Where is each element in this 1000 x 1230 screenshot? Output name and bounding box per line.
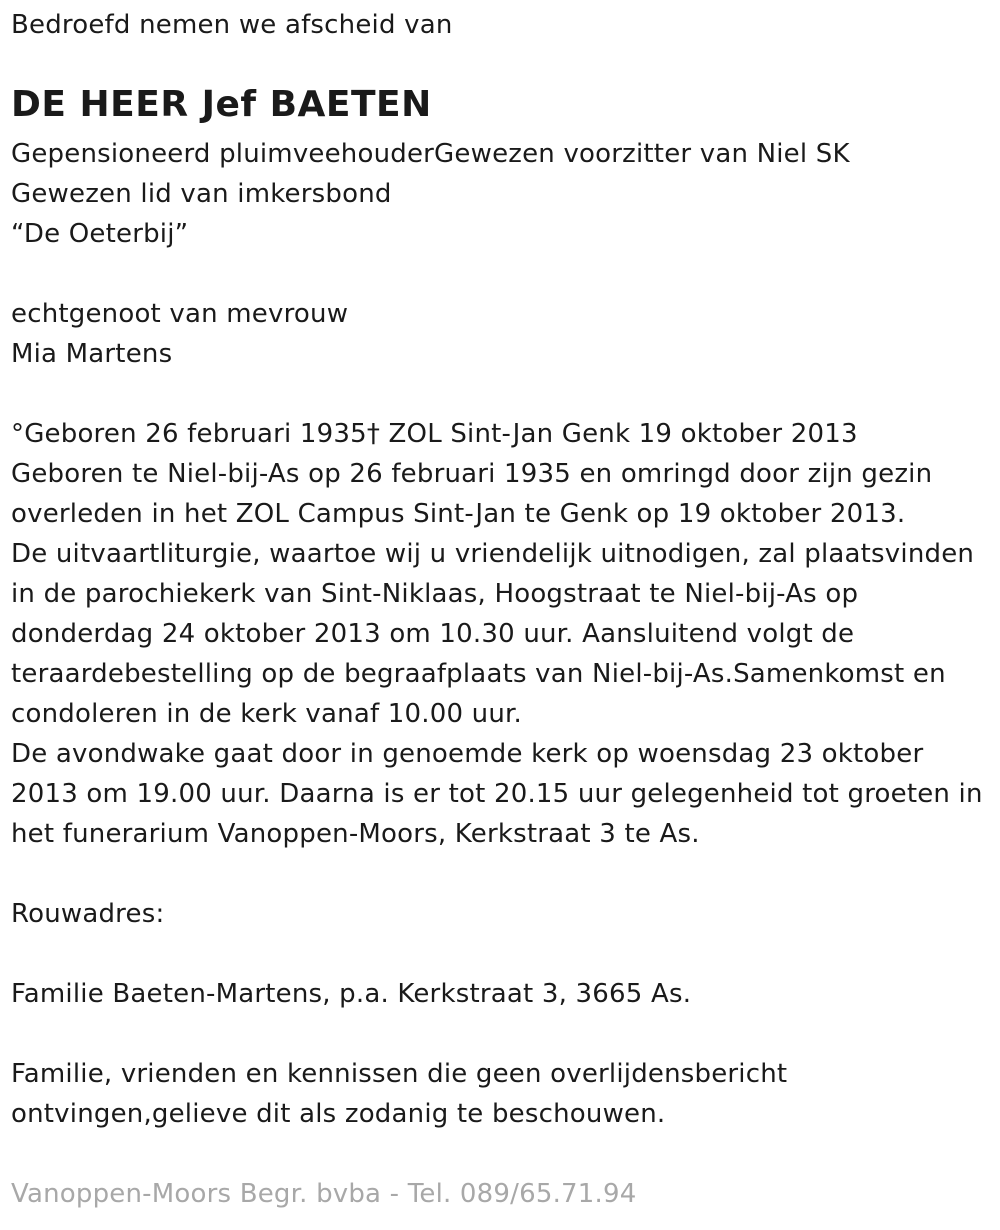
- body-line: donderdag 24 oktober 2013 om 10.30 uur. Aansluitend volgt de: [11, 619, 855, 649]
- body-line: teraardebestelling op de begraafplaats van Niel-bij-As.Samenkomst en: [11, 659, 946, 689]
- title-line: Gepensioneerd pluimveehouderGewezen voorzitter van Niel SK: [11, 139, 850, 169]
- mourning-address: Familie Baeten-Martens, p.a. Kerkstraat 3, 3665 As.: [11, 979, 692, 1009]
- body-line: in de parochiekerk van Sint-Niklaas, Hoogstraat te Niel-bij-As op: [11, 579, 859, 609]
- notice-line: ontvingen,gelieve dit als zodanig te beschouwen.: [11, 1099, 666, 1129]
- body-line: Geboren te Niel-bij-As op 26 februari 1935 en omringd door zijn gezin: [11, 459, 933, 489]
- dates-line: °Geboren 26 februari 1935† ZOL Sint-Jan Genk 19 oktober 2013: [11, 419, 858, 449]
- body-line: De uitvaartliturgie, waartoe wij u vriendelijk uitnodigen, zal plaatsvinden: [11, 539, 975, 569]
- spouse-line: echtgenoot van mevrouw: [11, 299, 349, 329]
- title-line: “De Oeterbij”: [11, 219, 189, 249]
- body-line: het funerarium Vanoppen-Moors, Kerkstraat 3 te As.: [11, 819, 700, 849]
- deceased-name: DE HEER Jef BAETEN: [11, 84, 432, 125]
- body-line: condoleren in de kerk vanaf 10.00 uur.: [11, 699, 523, 729]
- body-line: 2013 om 19.00 uur. Daarna is er tot 20.15 uur gelegenheid tot groeten in: [11, 779, 983, 809]
- body-line: overleden in het ZOL Campus Sint-Jan te Genk op 19 oktober 2013.: [11, 499, 906, 529]
- funeral-home-footer: Vanoppen-Moors Begr. bvba - Tel. 089/65.71.94: [11, 1179, 637, 1209]
- address-label: Rouwadres:: [11, 899, 165, 929]
- title-line: Gewezen lid van imkersbond: [11, 179, 392, 209]
- notice-line: Familie, vrienden en kennissen die geen overlijdensbericht: [11, 1059, 788, 1089]
- intro-text: Bedroefd nemen we afscheid van: [11, 10, 453, 40]
- body-line: De avondwake gaat door in genoemde kerk op woensdag 23 oktober: [11, 739, 924, 769]
- spouse-name: Mia Martens: [11, 339, 173, 369]
